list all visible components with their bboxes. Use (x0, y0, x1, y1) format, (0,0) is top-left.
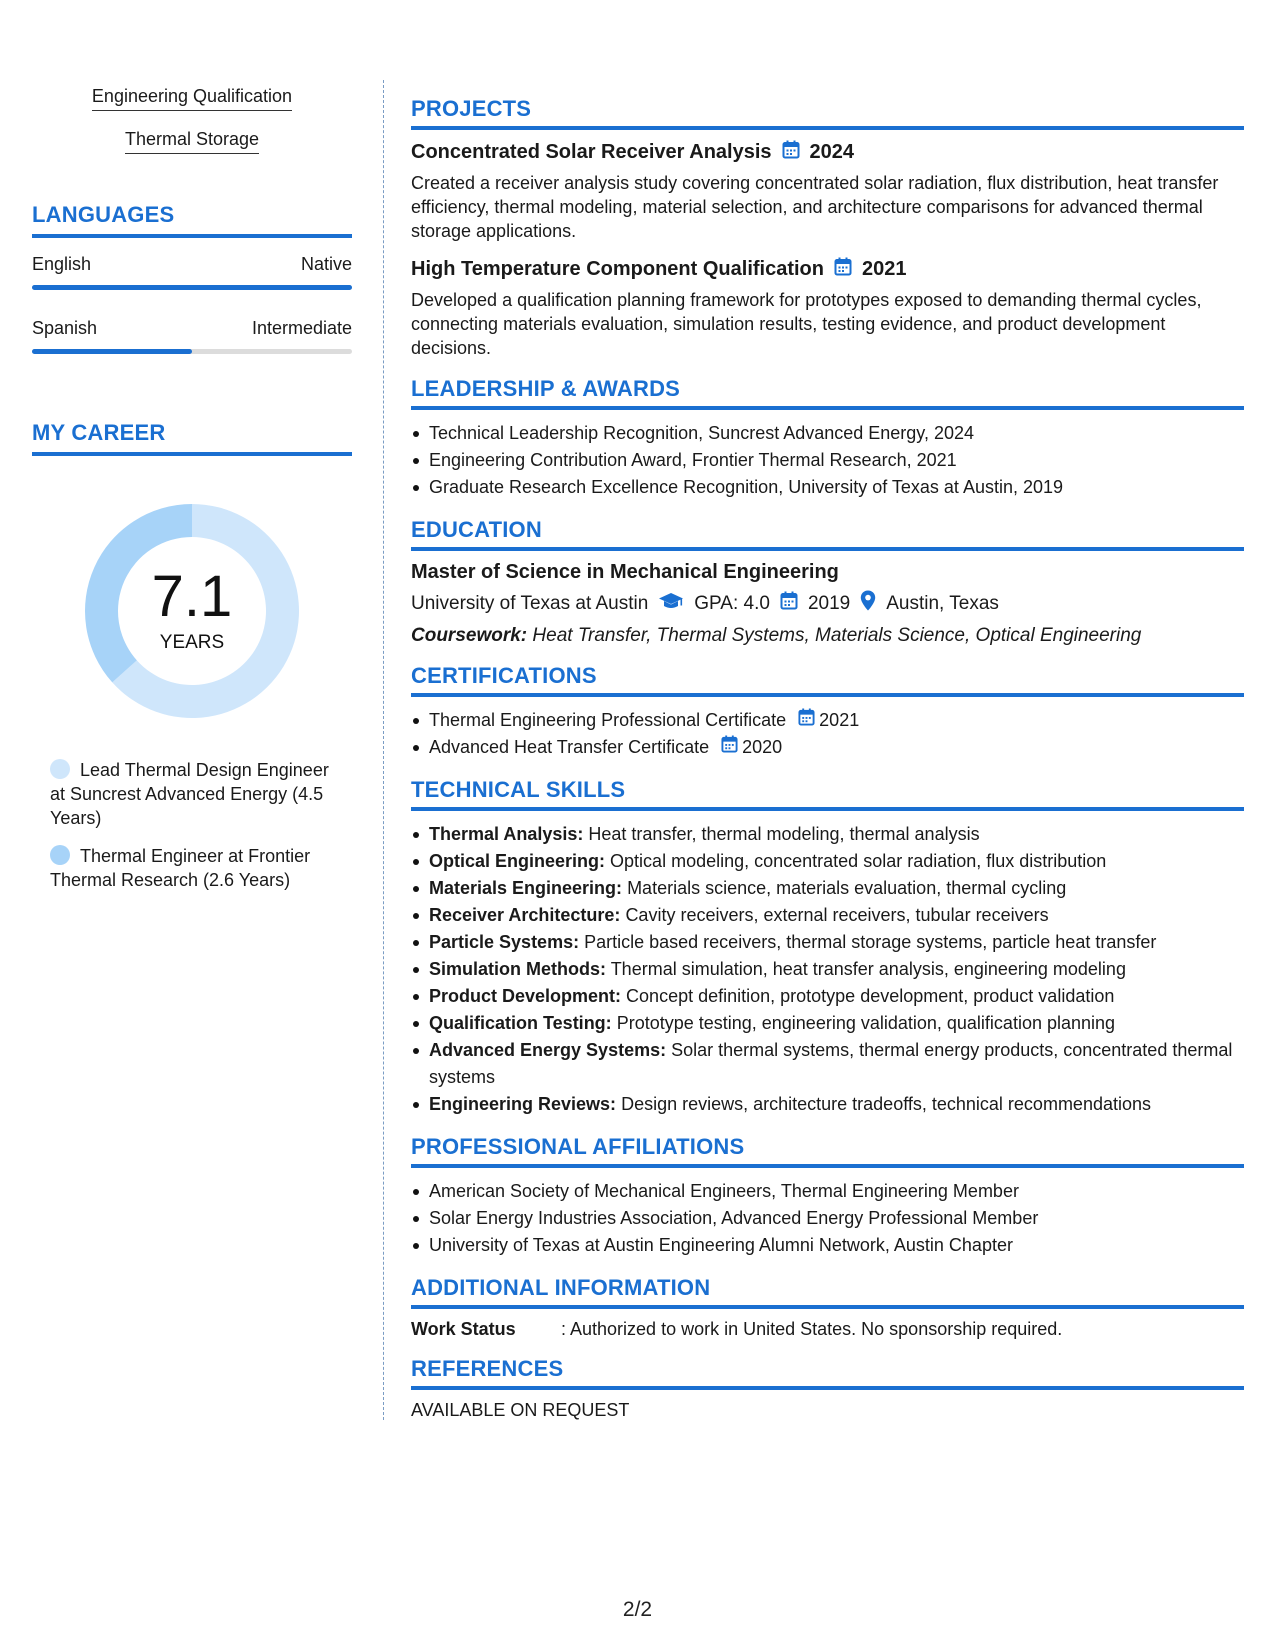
career-section (32, 420, 352, 892)
skill-label: Optical Engineering: (429, 851, 606, 871)
project-title: Concentrated Solar Receiver Analysis (411, 141, 772, 163)
language-row (32, 318, 352, 354)
skill-label: Receiver Architecture: (429, 905, 621, 925)
tag-list (32, 86, 352, 154)
certification-item (429, 707, 1244, 734)
languages-list (32, 254, 352, 354)
skill-label: Product Development: (429, 986, 622, 1006)
skill-text: Cavity receivers, external receivers, tubular receivers (625, 905, 1049, 925)
project-year: 2021 (862, 258, 907, 280)
skill-item (429, 1037, 1244, 1091)
skill-label: Thermal Analysis: (429, 824, 584, 844)
skill-label: Particle Systems: (429, 932, 580, 952)
language-bar-fill (32, 285, 352, 290)
skill-item (429, 821, 1244, 848)
list-item: American Society of Mechanical Engineers, Thermal Engineering Member (429, 1178, 1244, 1205)
info-key: Work Status (411, 1319, 516, 1339)
projects-section (411, 96, 1244, 360)
language-bar (32, 349, 352, 354)
skill-text: Thermal simulation, heat transfer analysis, engineering modeling (610, 959, 1126, 979)
project-title: High Temperature Component Qualification (411, 258, 824, 280)
affiliations-section (411, 1134, 1244, 1259)
list-item: University of Texas at Austin Engineering Alumni Network, Austin Chapter (429, 1232, 1244, 1259)
left-column (32, 86, 352, 906)
right-column (411, 96, 1244, 1437)
references-section (411, 1356, 1244, 1421)
skills-section (411, 777, 1244, 1118)
skill-item (429, 902, 1244, 929)
projects-heading: PROJECTS (411, 96, 1244, 130)
career-donut (77, 496, 307, 726)
list-item: Engineering Contribution Award, Frontier Thermal Research, 2021 (429, 447, 1244, 474)
education-heading: EDUCATION (411, 517, 1244, 551)
tag-item: Engineering Qualification (92, 86, 292, 111)
language-bar (32, 285, 352, 290)
language-level: Native (300, 254, 352, 274)
certification-name: Advanced Heat Transfer Certificate (429, 737, 710, 757)
project-year: 2024 (809, 141, 855, 163)
coursework-text: Heat Transfer, Thermal Systems, Materials Science, Optical Engineering (532, 625, 1142, 646)
certifications-section (411, 663, 1244, 761)
certification-year: 2021 (819, 710, 860, 730)
languages-heading: LANGUAGES (32, 202, 352, 238)
calendar-icon (780, 591, 798, 616)
calendar-icon (798, 707, 815, 734)
references-text: AVAILABLE ON REQUEST (411, 1400, 630, 1420)
additional-heading: ADDITIONAL INFORMATION (411, 1275, 1244, 1309)
education-coursework (411, 625, 1244, 647)
language-level: Intermediate (251, 318, 352, 338)
tag-item: Thermal Storage (125, 129, 259, 154)
affiliations-heading: PROFESSIONAL AFFILIATIONS (411, 1134, 1244, 1168)
skill-text: Heat transfer, thermal modeling, thermal analysis (588, 824, 980, 844)
career-legend-item (50, 758, 330, 830)
project-description: Developed a qualification planning framework for prototypes exposed to demanding thermal cycles, connecting materials evaluation, simulation results, testing evidence, and product development decisions. (411, 290, 1202, 358)
calendar-icon (834, 257, 852, 282)
language-name: Spanish (32, 318, 98, 338)
skill-text: Concept definition, prototype development, product validation (626, 986, 1115, 1006)
education-gpa: GPA: 4.0 (694, 592, 770, 614)
project-description: Created a receiver analysis study covering concentrated solar radiation, flux distribution, heat transfer efficiency, thermal modeling, material selection, and architecture comparisons for advanced thermal storage applications. (411, 173, 1219, 241)
list-item: Solar Energy Industries Association, Advanced Energy Professional Member (429, 1205, 1244, 1232)
skill-text: Materials science, materials evaluation, thermal cycling (627, 878, 1067, 898)
skill-text: Optical modeling, concentrated solar radiation, flux distribution (610, 851, 1107, 871)
skills-heading: TECHNICAL SKILLS (411, 777, 1244, 811)
education-school: University of Texas at Austin (411, 592, 649, 614)
leadership-section (411, 376, 1244, 501)
skill-text: Design reviews, architecture tradeoffs, technical recommendations (621, 1094, 1151, 1114)
skill-item (429, 1010, 1244, 1037)
career-legend-item (50, 844, 330, 892)
career-total-years: 7.1 (151, 564, 233, 629)
education-year: 2019 (807, 592, 851, 614)
additional-section (411, 1275, 1244, 1340)
career-heading: MY CAREER (32, 420, 352, 456)
skill-label: Qualification Testing: (429, 1013, 612, 1033)
skill-label: Advanced Energy Systems: (429, 1040, 667, 1060)
list-item: Graduate Research Excellence Recognition, University of Texas at Austin, 2019 (429, 474, 1244, 501)
career-legend-text: Lead Thermal Design Engineer at Suncrest Advanced Energy (4.5 Years) (50, 760, 329, 828)
language-row (32, 254, 352, 290)
coursework-label: Coursework: (411, 625, 528, 646)
skill-item (429, 875, 1244, 902)
certification-name: Thermal Engineering Professional Certificate (429, 710, 787, 730)
project-item (411, 257, 1244, 360)
career-legend-text: Thermal Engineer at Frontier Thermal Research (2.6 Years) (50, 846, 311, 890)
skill-label: Simulation Methods: (429, 959, 606, 979)
career-total-unit: YEARS (159, 632, 225, 653)
column-divider (383, 80, 384, 1420)
project-item (411, 140, 1244, 243)
language-bar-fill (32, 349, 192, 354)
skill-text: Particle based receivers, thermal storage systems, particle heat transfer (584, 932, 1157, 952)
leadership-heading: LEADERSHIP & AWARDS (411, 376, 1244, 410)
certification-year: 2020 (742, 737, 783, 757)
info-value: : Authorized to work in United States. No sponsorship required. (561, 1319, 1063, 1339)
calendar-icon (782, 140, 800, 165)
calendar-icon (721, 734, 738, 761)
references-heading: REFERENCES (411, 1356, 1244, 1390)
skill-text: Prototype testing, engineering validation, qualification planning (616, 1013, 1116, 1033)
skill-item (429, 848, 1244, 875)
education-degree: Master of Science in Mechanical Engineering (411, 561, 839, 583)
skill-label: Materials Engineering: (429, 878, 623, 898)
skill-text: Solar thermal systems, thermal energy products, concentrated thermal systems (429, 1040, 1233, 1087)
graduation-cap-icon (658, 592, 684, 616)
list-item: Technical Leadership Recognition, Suncrest Advanced Energy, 2024 (429, 420, 1244, 447)
legend-dot-icon (50, 845, 70, 865)
education-section (411, 517, 1244, 647)
legend-dot-icon (50, 759, 70, 779)
certification-item (429, 734, 1244, 761)
certifications-heading: CERTIFICATIONS (411, 663, 1244, 697)
location-pin-icon (860, 590, 876, 617)
education-location: Austin, Texas (886, 592, 999, 614)
skill-item (429, 983, 1244, 1010)
page-number: 2/2 (622, 1598, 653, 1621)
skill-item (429, 1091, 1244, 1118)
skill-item (429, 956, 1244, 983)
career-legend (50, 758, 330, 892)
language-name: English (32, 254, 92, 274)
skill-item (429, 929, 1244, 956)
skill-label: Engineering Reviews: (429, 1094, 617, 1114)
